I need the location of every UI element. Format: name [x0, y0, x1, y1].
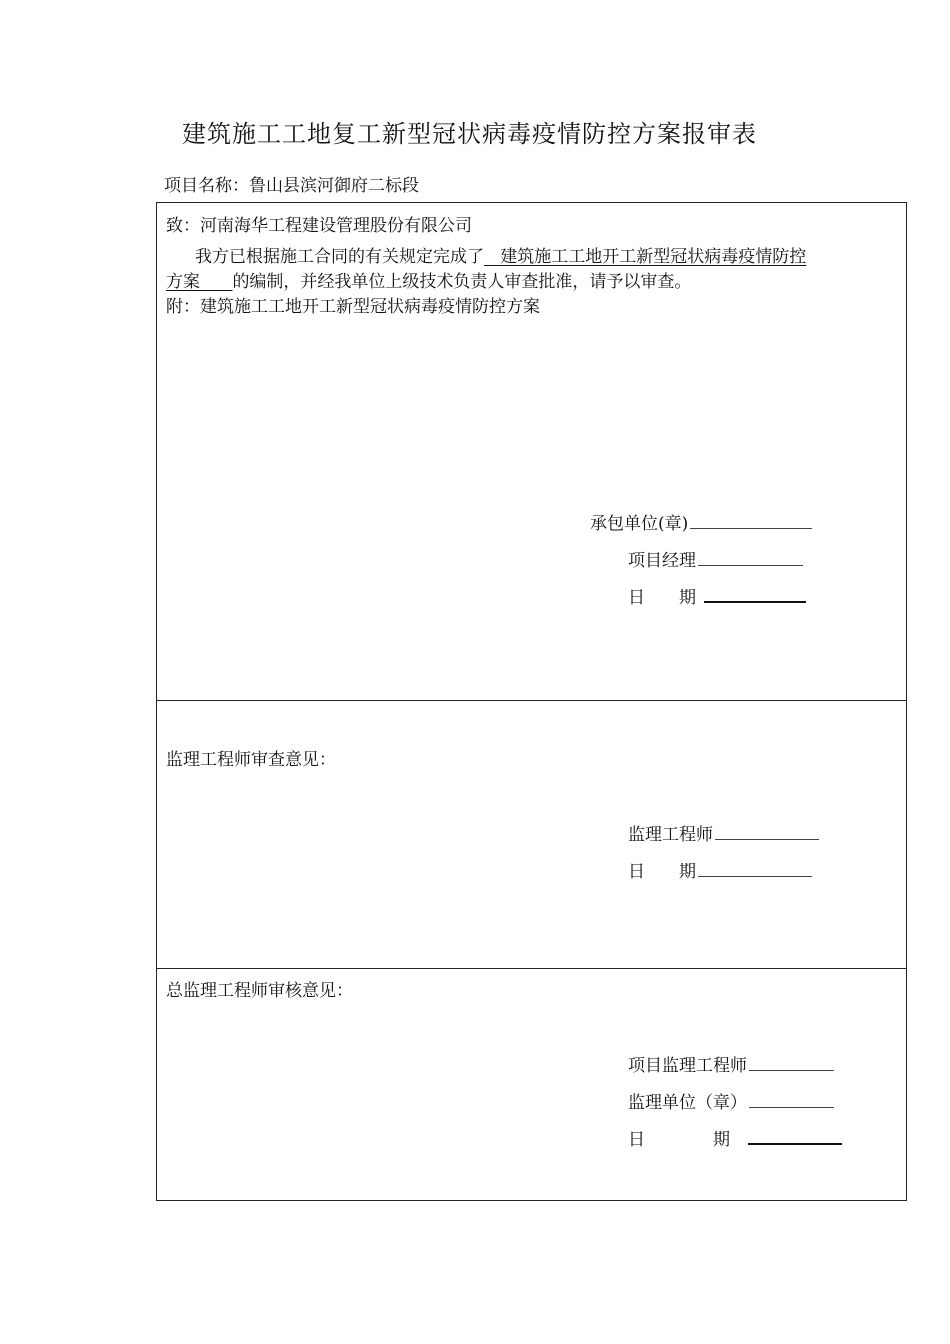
attachment-row: [166, 292, 540, 317]
contractor-date-line[interactable]: [704, 600, 806, 603]
engineer-signature-line[interactable]: [715, 838, 819, 840]
addressee-label: 致：: [166, 216, 200, 236]
attachment-label: 附：: [166, 297, 200, 317]
chief-review-heading: 总监理工程师审核意见：: [166, 981, 353, 1001]
submission-text-line1: [195, 242, 806, 267]
chief-engineer-field[interactable]: [628, 1051, 834, 1076]
chief-date-field[interactable]: [628, 1125, 842, 1150]
addressee-org: 河南海华工程建设管理股份有限公司: [200, 216, 472, 236]
contractor-date-field[interactable]: [628, 583, 806, 608]
submission-prefix: 我方已根据施工合同的有关规定完成了: [195, 247, 484, 267]
section-divider-1: [157, 700, 906, 701]
engineer-label: 监理工程师: [628, 825, 713, 845]
approval-form-table: [156, 202, 907, 1201]
engineer-date-field[interactable]: [628, 857, 812, 882]
contractor-label: 承包单位(章): [590, 514, 689, 534]
chief-engineer-label: 项目监理工程师: [628, 1056, 747, 1076]
chief-date-line[interactable]: [748, 1142, 842, 1145]
supervision-unit-seal-line[interactable]: [749, 1106, 834, 1108]
project-manager-field[interactable]: [628, 546, 803, 571]
submission-text-line2: [166, 267, 691, 292]
supervision-unit-label: 监理单位（章）: [628, 1093, 747, 1113]
contractor-seal-field[interactable]: [590, 509, 812, 534]
section-divider-2: [157, 968, 906, 969]
contractor-date-label: 日 期: [628, 588, 696, 608]
engineer-review-heading: 监理工程师审查意见：: [166, 750, 336, 770]
supervision-unit-field[interactable]: [628, 1088, 834, 1113]
chief-date-label: 日 期: [628, 1130, 730, 1150]
project-manager-label: 项目经理: [628, 551, 696, 571]
project-name: 鲁山县滨河御府二标段: [249, 176, 419, 196]
attachment-text: 建筑施工工地开工新型冠状病毒疫情防控方案: [200, 297, 540, 317]
plan-name-part1: 建筑施工工地开工新型冠状病毒疫情防控: [500, 247, 807, 267]
engineer-date-line[interactable]: [698, 875, 812, 877]
document-title: 建筑施工工地复工新型冠状病毒疫情防控方案报审表: [182, 120, 757, 148]
project-name-row: [164, 171, 419, 196]
addressee-row: [166, 211, 472, 236]
contractor-signature-line[interactable]: [690, 527, 812, 529]
engineer-date-label: 日 期: [628, 862, 696, 882]
project-manager-signature-line[interactable]: [698, 564, 803, 566]
plan-name-part2: 方案: [166, 272, 200, 292]
engineer-signature-field[interactable]: [628, 820, 819, 845]
project-label: 项目名称：: [164, 176, 249, 196]
submission-suffix: 的编制，并经我单位上级技术负责人审查批准，请予以审查。: [232, 272, 692, 292]
chief-engineer-signature-line[interactable]: [749, 1069, 834, 1071]
